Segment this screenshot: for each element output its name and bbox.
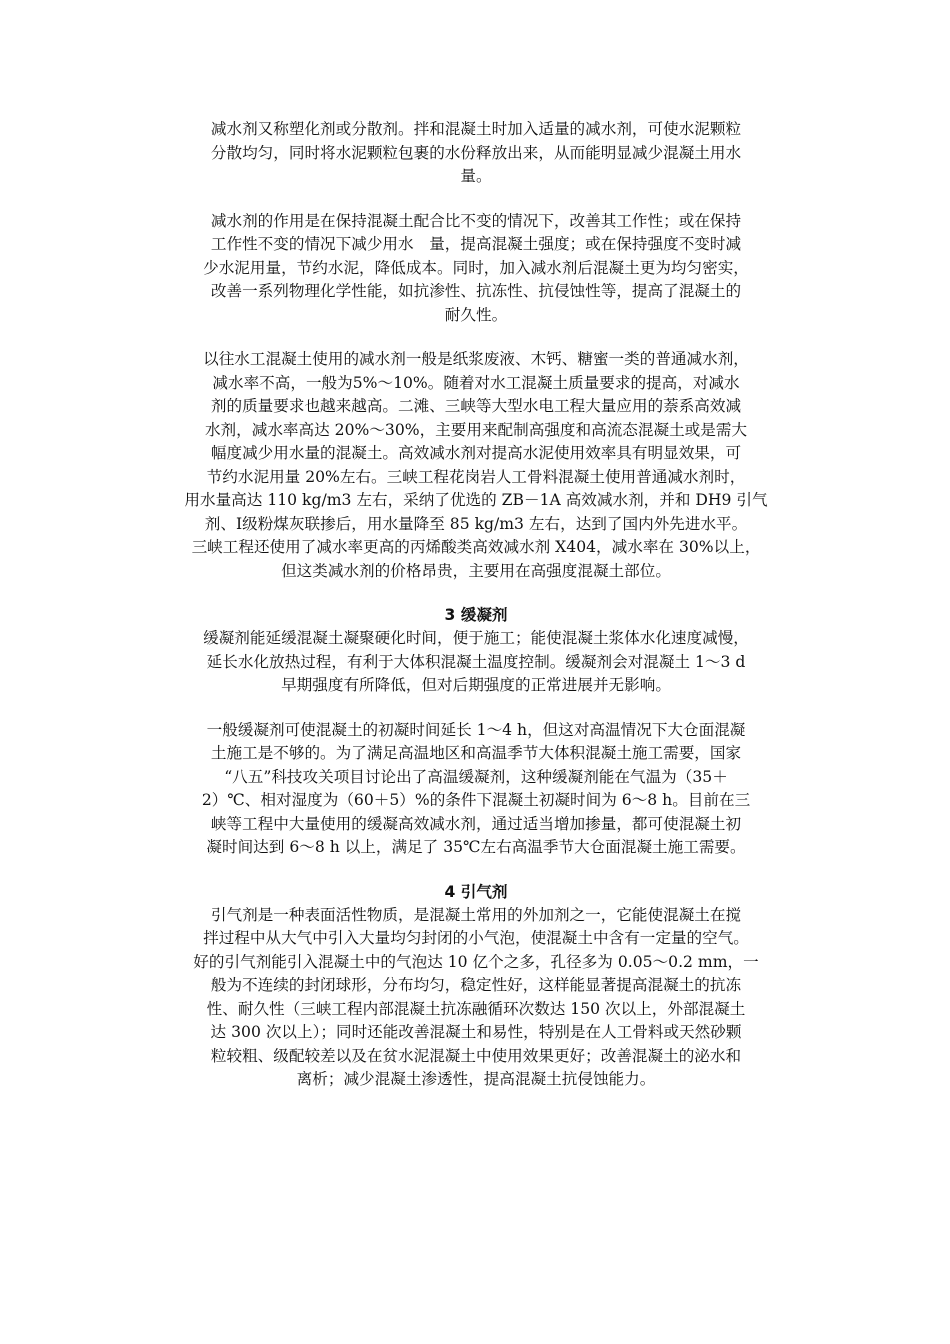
text-line: 达 300 次以上）；同时还能改善混凝土和易性，特别是在人工骨料或天然砂颗 <box>210 1023 742 1041</box>
text-line: 工作性不变的情况下减少用水 量，提高混凝土强度；或在保持强度不变时减 <box>210 235 742 253</box>
text-line: 缓凝剂能延缓混凝土凝聚硬化时间，便于施工；能使混凝土浆体水化速度减慢， <box>203 629 749 647</box>
paragraph-air-entraining-agent <box>146 904 806 1092</box>
paragraph-water-reducer-definition <box>146 118 806 189</box>
text-line: 粒较粗、级配较差以及在贫水泥混凝土中使用效果更好；改善混凝土的泌水和 <box>210 1046 742 1065</box>
text-line: 但这类减水剂的价格昂贵，主要用在高强度混凝土部位。 <box>281 561 671 580</box>
text-line: 早期强度有所降低，但对后期强度的正常进展并无影响。 <box>281 676 671 694</box>
section-heading-retarder: 3 缓凝剂 <box>444 606 508 624</box>
text-line: 拌过程中从大气中引入大量均匀封闭的小气泡，使混凝土中含有一定量的空气。 <box>203 929 749 947</box>
text-line: 水剂，减水率高达 20%～30%，主要用来配制高强度和高流态混凝土或是需大 <box>204 420 748 439</box>
text-line: 性、耐久性（三峡工程内部混凝土抗冻融循环次数达 150 次以上，外部混凝土 <box>206 999 746 1018</box>
text-line: 土施工是不够的。为了满足高温地区和高温季节大体积混凝土施工需要，国家 <box>210 744 742 762</box>
text-line: 引气剂是一种表面活性物质，是混凝土常用的外加剂之一，它能使混凝土在搅 <box>210 905 742 924</box>
text-line: 一般缓凝剂可使混凝土的初凝时间延长 1～4 h，但这对高温情况下大仓面混凝 <box>206 720 746 739</box>
document-body <box>146 118 806 1092</box>
text-line: 剂、Ⅰ级粉煤灰联掺后，用水量降至 85 kg/m3 左右，达到了国内外先进水平。 <box>204 514 748 533</box>
paragraph-water-reducer-function <box>146 210 806 328</box>
section-heading-air-entraining-agent: 4 引气剂 <box>444 882 508 901</box>
text-line: 减水剂又称塑化剂或分散剂。拌和混凝土时加入适量的减水剂，可使水泥颗粒 <box>210 120 742 138</box>
text-line: 用水量高达 110 kg/m3 左右，采纳了优选的 ZB－1A 高效减水剂，并和 DH9 引气 <box>184 491 768 509</box>
text-line: 幅度减少用水量的混凝土。高效减水剂对提高水泥使用效率具有明显效果，可 <box>210 444 742 462</box>
text-line: 减水率不高，一般为5%～10%。随着对水工混凝土质量要求的提高，对减水 <box>212 373 740 392</box>
text-line: 以往水工混凝土使用的减水剂一般是纸浆废液、木钙、糖蜜一类的普通减水剂， <box>203 350 749 368</box>
text-line: 改善一系列物理化学性能，如抗渗性、抗冻性、抗侵蚀性等，提高了混凝土的 <box>210 282 742 300</box>
text-line: 节约水泥用量 20%左右。三峡工程花岗岩人工骨料混凝土使用普通减水剂时， <box>206 467 746 486</box>
paragraph-water-reducer-history <box>146 348 806 583</box>
text-line: 少水泥用量，节约水泥，降低成本。同时，加入减水剂后混凝土更为均匀密实， <box>203 258 749 277</box>
text-line: 三峡工程还使用了减水率更高的丙烯酸类高效减水剂 X404，减水率在 30%以上， <box>191 538 761 556</box>
text-line: 剂的质量要求也越来越高。二滩、三峡等大型水电工程大量应用的萘系高效减 <box>210 397 742 415</box>
text-line: 凝时间达到 6～8 h 以上，满足了 35℃左右高温季节大仓面混凝土施工需要。 <box>206 838 746 856</box>
paragraph-retarder-definition <box>146 627 806 698</box>
text-line: 减水剂的作用是在保持混凝土配合比不变的情况下，改善其工作性；或在保持 <box>210 211 742 230</box>
paragraph-retarder-high-temperature <box>146 719 806 860</box>
text-line: 耐久性。 <box>444 305 508 324</box>
text-line: 延长水化放热过程，有利于大体积混凝土温度控制。缓凝剂会对混凝土 1～3 d <box>206 652 746 671</box>
text-line: 量。 <box>460 167 492 185</box>
text-line: 离析；减少混凝土渗透性，提高混凝土抗侵蚀能力。 <box>296 1070 656 1088</box>
text-line: 好的引气剂能引入混凝土中的气泡达 10 亿个之多，孔径多为 0.05～0.2 mm，一 <box>193 952 759 971</box>
text-line: 分散均匀，同时将水泥颗粒包裹的水份释放出来，从而能明显减少混凝土用水 <box>210 143 742 162</box>
text-line: 般为不连续的封闭球形，分布均匀，稳定性好，这样能显著提高混凝土的抗冻 <box>210 976 742 994</box>
text-line: 峡等工程中大量使用的缓凝高效减水剂，通过适当增加掺量，都可使混凝土初 <box>210 814 742 833</box>
text-line: “八五”科技攻关项目讨论出了高温缓凝剂，这种缓凝剂能在气温为（35＋ <box>224 767 728 786</box>
text-line: 2）℃、相对湿度为（60＋5）%的条件下混凝土初凝时间为 6～8 h。目前在三 <box>201 791 751 809</box>
